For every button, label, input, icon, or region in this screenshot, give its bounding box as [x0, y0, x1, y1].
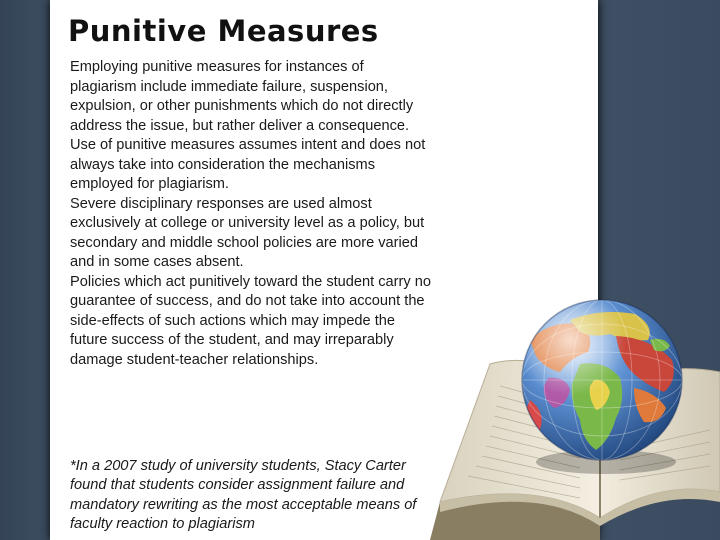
paragraph-2: Use of punitive measures assumes intent and does not always take into consideration the mechanisms employed for plagiarism.: [70, 137, 426, 192]
body-text: [70, 58, 432, 370]
paragraph-1: Employing punitive measures for instances of plagiarism include immediate failure, suspension, expulsion, or other punishments which do not directly address the issue, but rather deliver a consequence.: [70, 59, 414, 134]
paragraph-4: Policies which act punitively toward the student carry no guarantee of success, and do not take into account the side-effects of such actions which may impede the future success of the student, and may irreparably damage student-teacher relationships.: [70, 273, 431, 368]
globe-and-book-illustration: [420, 280, 720, 540]
left-border: [0, 0, 50, 540]
slide-title: Punitive Measures: [68, 14, 379, 48]
footnote: *In a 2007 study of university students, Stacy Carter found that students consider assignment failure and mandatory rewriting as the most acceptable means of faculty reaction to plagiarism: [70, 457, 417, 533]
paragraph-3: Severe disciplinary responses are used almost exclusively at college or university level as a policy, but secondary and middle school policies are more varied and in some cases absent.: [70, 195, 425, 270]
